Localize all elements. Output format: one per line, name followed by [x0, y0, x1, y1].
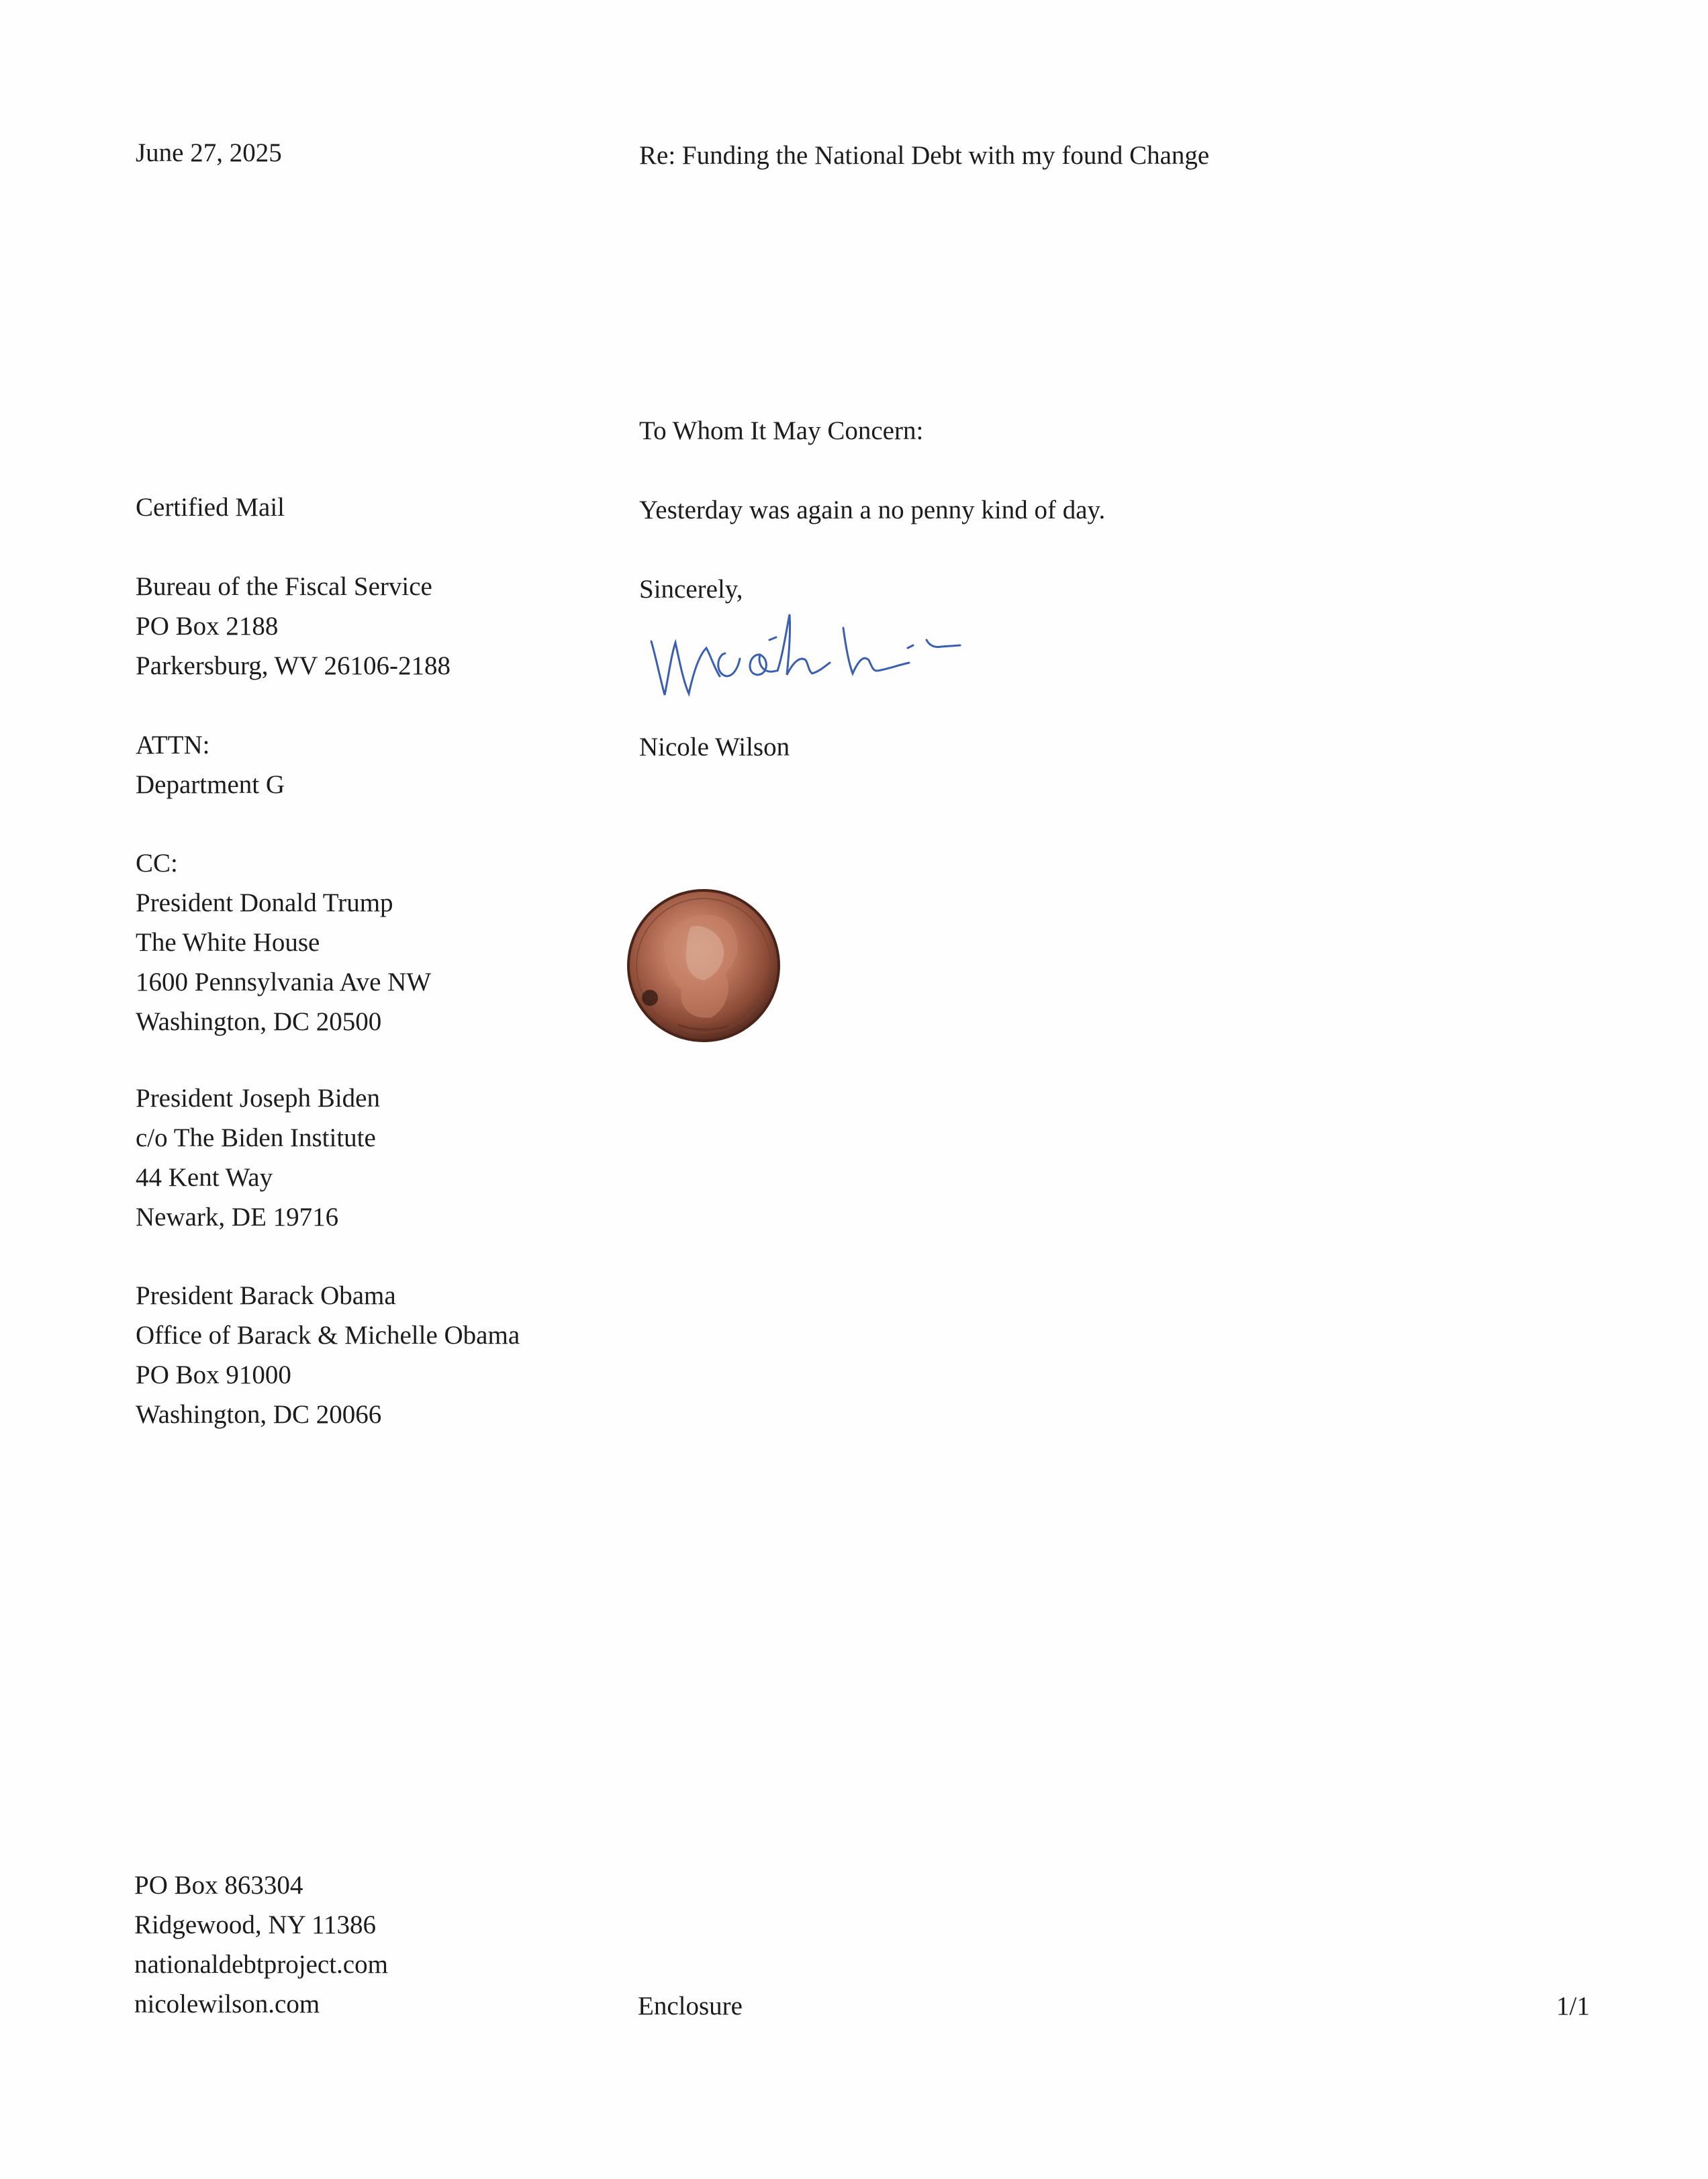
sender-website-2: nicolewilson.com — [134, 1990, 320, 2019]
signer-name: Nicole Wilson — [639, 733, 790, 761]
penny-coin-icon — [591, 866, 819, 1054]
cc-trump-name: President Donald Trump — [136, 888, 393, 917]
mail-type: Certified Mail — [136, 493, 285, 522]
cc-trump — [136, 843, 431, 1041]
subject-line: Re: Funding the National Debt with my found Change — [639, 141, 1210, 170]
cc-biden-org: c/o The Biden Institute — [136, 1123, 376, 1152]
enclosure-label: Enclosure — [638, 1992, 743, 2021]
cc-label: CC: — [136, 849, 178, 878]
recipient-address — [136, 567, 450, 686]
cc-biden-name: President Joseph Biden — [136, 1084, 380, 1113]
cc-trump-street: 1600 Pennsylvania Ave NW — [136, 968, 432, 996]
recipient-name: Bureau of the Fiscal Service — [136, 572, 432, 601]
cc-obama-org: Office of Barack & Michelle Obama — [136, 1321, 520, 1350]
page-number: 1/1 — [1556, 1992, 1590, 2021]
cc-biden-city: Newark, DE 19716 — [136, 1203, 339, 1232]
letter-body: Yesterday was again a no penny kind of day. — [639, 496, 1106, 524]
cc-obama-city: Washington, DC 20066 — [136, 1400, 382, 1429]
recipient-city: Parkersburg, WV 26106-2188 — [136, 651, 451, 680]
cc-biden — [136, 1078, 380, 1237]
cc-trump-org: The White House — [136, 928, 320, 957]
cc-obama-street: PO Box 91000 — [136, 1360, 291, 1389]
sender-website-1: nationaldebtproject.com — [134, 1950, 388, 1979]
attn-block — [136, 725, 285, 804]
cc-obama-name: President Barack Obama — [136, 1281, 396, 1310]
recipient-street: PO Box 2188 — [136, 612, 279, 641]
cc-trump-city: Washington, DC 20500 — [136, 1007, 382, 1036]
sender-street: PO Box 863304 — [134, 1871, 303, 1900]
sender-address — [134, 1865, 388, 2024]
sender-city: Ridgewood, NY 11386 — [134, 1910, 377, 1939]
attn-label: ATTN: — [136, 731, 210, 759]
cc-obama — [136, 1276, 520, 1434]
closing: Sincerely, — [639, 575, 743, 604]
cc-biden-street: 44 Kent Way — [136, 1163, 273, 1192]
letter-date: June 27, 2025 — [136, 138, 282, 167]
attn-department: Department G — [136, 770, 285, 799]
salutation: To Whom It May Concern: — [639, 416, 924, 445]
signature-icon — [645, 601, 967, 708]
